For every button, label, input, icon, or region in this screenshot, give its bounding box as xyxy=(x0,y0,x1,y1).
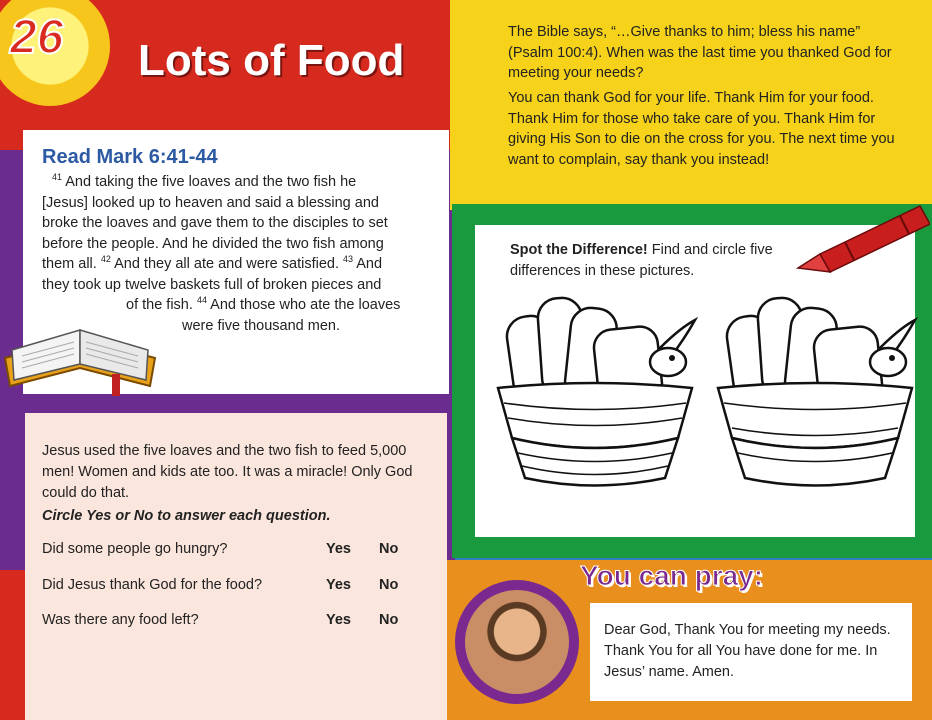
passage-line: them all. xyxy=(42,256,101,272)
instruction-text: Circle Yes or No to answer each question. xyxy=(42,508,331,524)
verse-number: 44 xyxy=(196,295,207,306)
reading-heading: Read Mark 6:41-44 xyxy=(42,146,218,168)
spot-title: Spot the Difference! xyxy=(510,242,648,258)
prayer-text: Dear God, Thank You for meeting my needs. Thank You for all You have done for me. In Jesus’ name. Amen. xyxy=(604,622,891,680)
question-text: Was there any food left? xyxy=(42,612,199,628)
answer-no[interactable]: No xyxy=(379,577,399,593)
passage-line: were five thousand men. xyxy=(182,317,340,334)
question-text: Did Jesus thank God for the food? xyxy=(42,577,263,593)
bible-icon xyxy=(0,298,160,398)
answer-yes[interactable]: Yes xyxy=(326,612,351,628)
question-text: Did some people go hungry? xyxy=(42,541,228,557)
verse-number: 43 xyxy=(343,254,354,265)
passage-line: [Jesus] looked up to heaven and said a blessing and xyxy=(42,194,379,211)
passage-line: they took up twelve baskets full of broken pieces and xyxy=(42,276,382,293)
passage-line: And those who ate the loaves xyxy=(206,297,401,313)
page-number: 26 xyxy=(10,11,64,64)
crayon-icon xyxy=(790,196,930,286)
praying-boy-photo xyxy=(465,590,569,694)
bread-basket-icon[interactable] xyxy=(490,288,700,498)
page-title: Lots of Food xyxy=(138,36,405,85)
passage-line: of the fish. xyxy=(126,297,197,313)
bible-quote: The Bible says, “…Give thanks to him; bless his name” (Psalm 100:4). When was the last time you thanked God for meeting your needs? xyxy=(508,24,892,81)
answer-yes[interactable]: Yes xyxy=(326,577,351,593)
answer-no[interactable]: No xyxy=(379,541,399,557)
passage-line: And they all ate and were satisfied. xyxy=(110,256,344,272)
answer-no[interactable]: No xyxy=(379,612,399,628)
spot-instruction xyxy=(510,240,790,282)
answer-yes[interactable]: Yes xyxy=(326,541,351,557)
spot-text: Find and circle five differences in these pictures. xyxy=(510,242,773,279)
passage-line: And xyxy=(353,256,383,272)
passage-line: before the people. And he divided the two fish among xyxy=(42,235,384,252)
bread-basket-icon[interactable] xyxy=(710,288,920,498)
verse-number: 41 xyxy=(52,172,63,183)
passage-line: And taking the five loaves and the two fish he xyxy=(62,174,357,190)
passage-line: broke the loaves and gave them to the disciples to set xyxy=(42,215,388,231)
verse-number: 42 xyxy=(100,254,111,265)
thanks-paragraph: You can thank God for your life. Thank Him for your food. Thank Him for those who take care of you. Thank Him for giving His Son to die on the cross for you. The next time you want to complain, say thank you instead! xyxy=(508,90,895,168)
prayer-heading: You can pray: xyxy=(580,560,764,591)
intro-text: Jesus used the five loaves and the two fish to feed 5,000 men! Women and kids ate too. It was a miracle! Only God could do that. xyxy=(42,443,413,501)
